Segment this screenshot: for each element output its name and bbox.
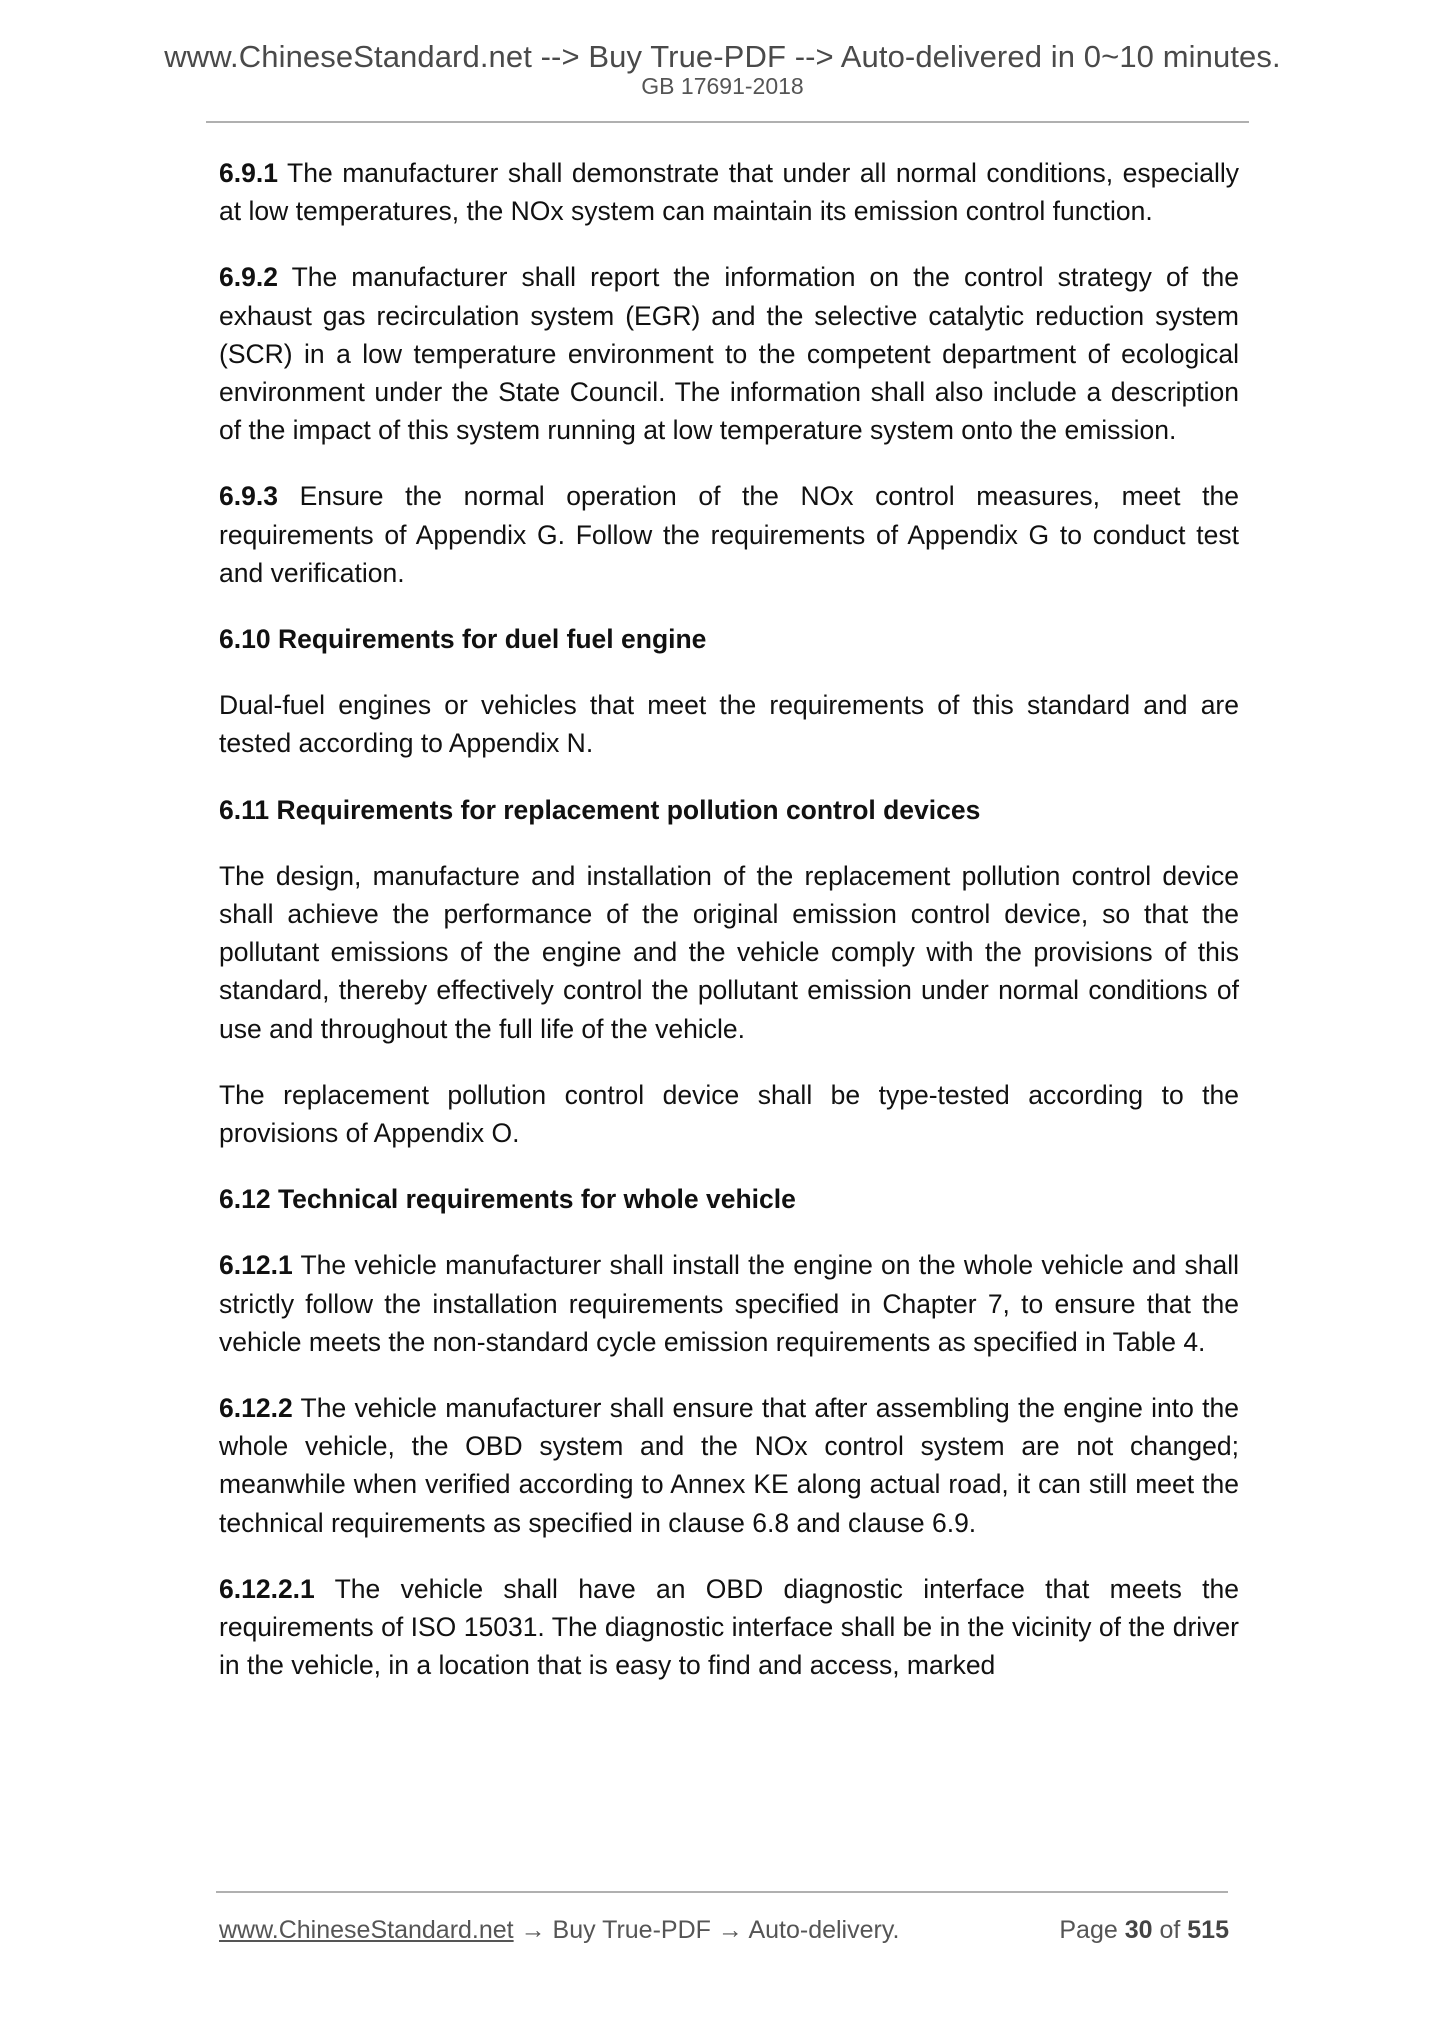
arrow-right-icon: → xyxy=(520,1916,546,1944)
header-divider xyxy=(206,121,1249,123)
header-banner: www.ChineseStandard.net --> Buy True-PDF --> Auto-delivered in 0~10 minutes. xyxy=(164,39,1281,74)
clause-text: The vehicle manufacturer shall install the engine on the whole vehicle and shall strictly follow the installation requirements specified in Chapter 7, to ensure that the vehicle meets the non-standard cycle emission requirements as specified in Table 4. xyxy=(219,1250,1239,1357)
clause-number: 6.9.3 xyxy=(219,481,278,512)
total-pages: 515 xyxy=(1187,1916,1229,1944)
clause-text: The manufacturer shall report the information on the control strategy of the exhaust gas recirculation system (EGR) and the selective catalytic reduction system (SCR) in a low temperature environment to the competent department of ecological environment under the State Council. The information shall also include a description of the impact of this system running at low temperature system onto the emission. xyxy=(219,262,1239,446)
section-heading-6-10: 6.10 Requirements for duel fuel engine xyxy=(219,624,707,655)
clause-text: The vehicle shall have an OBD diagnostic interface that meets the requirements of ISO 15031. The diagnostic interface shall be in the vicinity of the driver in the vehicle, in a location that is easy to find and access, marked xyxy=(219,1573,1239,1681)
clause-6-12-2-1 xyxy=(219,1570,1239,1685)
section-heading-6-11: 6.11 Requirements for replacement pollution control devices xyxy=(219,794,981,825)
paragraph-dual-fuel: Dual-fuel engines or vehicles that meet the requirements of this standard and are tested according to Appendix N. xyxy=(219,690,1239,759)
page-indicator xyxy=(1059,1914,1229,1946)
page-footer xyxy=(219,1914,1229,1948)
buy-text: Buy True-PDF xyxy=(552,1916,711,1944)
clause-number: 6.12.2.1 xyxy=(219,1573,315,1604)
clause-6-12-1 xyxy=(219,1246,1239,1361)
section-heading-6-12: 6.12 Technical requirements for whole vehicle xyxy=(219,1184,796,1215)
clause-6-12-2 xyxy=(219,1389,1239,1542)
clause-text: Ensure the normal operation of the NOx control measures, meet the requirements of Appendix G. Follow the requirements of Appendix G to conduct test and verification. xyxy=(219,481,1239,588)
paragraph-replacement-type-test: The replacement pollution control device shall be type-tested according to the provisions of Appendix O. xyxy=(219,1079,1239,1149)
clause-number: 6.12.2 xyxy=(219,1393,293,1424)
page-number: 30 xyxy=(1124,1916,1153,1944)
document-body xyxy=(219,154,1239,1713)
delivery-text: Auto-delivery. xyxy=(748,1916,900,1944)
page-label: Page xyxy=(1059,1916,1118,1944)
clause-number: 6.9.2 xyxy=(219,262,278,293)
clause-text: The manufacturer shall demonstrate that under all normal conditions, especially at low temperatures, the NOx system can maintain its emission control function. xyxy=(219,158,1239,227)
clause-text: The vehicle manufacturer shall ensure that after assembling the engine into the whole vehicle, the OBD system and the NOx control system are not changed; meanwhile when verified according to Annex KE along actual road, it can still meet the technical requirements as specified in clause 6.8 and clause 6.9. xyxy=(219,1393,1240,1538)
footer-divider xyxy=(216,1891,1228,1893)
footer-promo xyxy=(219,1914,899,1946)
paragraph-replacement-design: The design, manufacture and installation of the replacement pollution control device shall achieve the performance of the original emission control device, so that the pollutant emissions of the engine and the vehicle comply with the provisions of this standard, thereby effectively control the pollutant emission under normal conditions of use and throughout the full life of the vehicle. xyxy=(219,860,1239,1044)
clause-6-9-2 xyxy=(219,258,1239,449)
website-link[interactable]: www.ChineseStandard.net xyxy=(219,1916,514,1944)
standard-id: GB 17691-2018 xyxy=(641,73,804,99)
arrow-right-icon: → xyxy=(717,1916,743,1944)
clause-6-9-1 xyxy=(219,154,1239,230)
clause-number: 6.12.1 xyxy=(219,1250,293,1281)
clause-number: 6.9.1 xyxy=(219,158,278,188)
clause-6-9-3 xyxy=(219,477,1239,592)
of-label: of xyxy=(1159,1916,1181,1944)
